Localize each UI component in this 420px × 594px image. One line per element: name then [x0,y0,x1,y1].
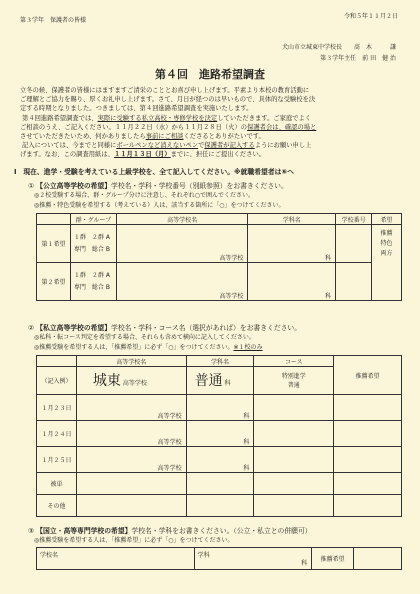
recommend-field[interactable] [334,421,402,447]
dept-field[interactable]: 科 [186,421,254,447]
course-field[interactable] [254,395,334,421]
recommend-field[interactable] [334,447,402,473]
public-note-1: ◎２校受験する場合、群・グループ分けに注意し、それぞれ○で囲んでください。 [34,192,254,199]
row-label: １月２４日 [37,421,77,447]
col-header: 学科名 [248,214,336,225]
table-row [37,395,402,421]
recommend-label: 推薦希望 [312,548,354,570]
row-label: 被単 [37,473,77,495]
course-field[interactable] [254,473,334,495]
col-header: コース [254,356,334,367]
col-header: 学科名 [186,356,254,367]
recommend-field[interactable] [354,548,402,570]
school-name-field[interactable] [76,473,186,495]
school-name-field[interactable]: 高等学校 [116,225,248,263]
hope-options[interactable]: 推薦 特色 両方 [372,225,402,301]
table-row [37,473,402,495]
dept-field[interactable]: 学科 科 [194,548,312,570]
recommend-field[interactable] [334,495,402,517]
school-name-field[interactable]: 学校名 [37,548,195,570]
dept-field[interactable]: 科 [248,225,336,263]
intro-line: ご相談のうえ、ご記入ください。１１月２２日（水）から１１月２８日（火）の保護者会は、確認の場と [20,123,317,131]
row-label: （記入例） [37,367,77,395]
public-school-table [36,213,402,301]
row-label: 第２希望 [37,263,71,301]
row-label: １月２３日 [37,395,77,421]
col-header: 推薦希望 [334,356,402,395]
school-name-field[interactable]: 高等学校 [116,263,248,301]
dept-field[interactable]: 科 [186,395,254,421]
school-number-field[interactable] [336,225,372,263]
example-dept: 普通 科 [186,367,254,395]
col-header: 高等学校名 [76,356,186,367]
public-note-2: ◎推薦・特色受験を希望する（考えている）人は、該当する箇所に「○」をつけてください。 [34,202,285,209]
private-note-2: ◎推薦受験を希望する人は、「推薦希望」に必ず「○」をつけてください。※１校のみ [34,344,263,351]
table-row [37,495,402,517]
school-name-field[interactable]: 高等学校 [76,421,186,447]
intro-paragraph [20,86,316,160]
group-select[interactable]: １群 ２群 A 専門 総合 B [70,263,116,301]
course-field[interactable] [254,495,334,517]
table-row [37,421,402,447]
principal: 犬山市立城東中学校長 髙 木 謙 [281,44,396,51]
col-header: 高等学校名 [116,214,248,225]
intro-line: 立冬の候、保護者の皆様にはますますご清栄のこととお喜び申し上げます。平素より本校の教育活動に [20,87,310,94]
date: 令和５年１１月２日 [343,13,398,20]
intro-line: 第４回進路希望調査では、実際に受験する私立高校・専修学校を決定していただきます。ご家庭でよく [22,114,312,122]
dept-field[interactable] [186,495,254,517]
addressee: 第３学年 保護者の皆様 [20,17,87,24]
recommend-field[interactable] [334,395,402,421]
intro-line: 定する時期となりました。つきましては、第４回進路希望調査を実施いたします。 [20,105,253,113]
dept-field[interactable]: 科 [248,263,336,301]
national-school-table [36,547,402,570]
table-row [37,447,402,473]
row-label: その他 [37,495,77,517]
intro-line: げます。なお、この調査用紙は、１１月１３日（月）までに、担任にご提出ください。 [20,151,266,159]
group-select[interactable]: １群 ２群 A 専門 総合 B [70,225,116,263]
col-header: 群・グループ [70,214,116,225]
private-school-table [36,355,402,517]
recommend-field[interactable] [334,473,402,495]
national-heading: ③ 【国立・高等専門学校の希望】学校名・学科をお書きください。（公立・私立との併願可） [28,527,312,535]
col-header: 学校番号 [336,214,372,225]
intro-line: させていただきたいため、何かありましたら事前にご相談くださるとありがたいです。 [20,133,265,141]
table-row [37,263,402,301]
course-field[interactable] [254,421,334,447]
intro-line: ご理解とご協力を賜り、厚くお礼申し上げます。さて、月日が経つのは早いもので、具体的な受験校を決 [20,96,316,104]
row-label: １月２５日 [37,447,77,473]
private-heading: ② 【私立高等学校の希望】学校名・学科・コース名（選択があれば）をお書きください。 [28,324,302,332]
section-heading: Ⅰ 現在、進学・受験を考えている上級学校を、全て記入してください。※就職希望者は⑥へ [14,168,294,176]
page-title: 第４回 進路希望調査 [155,68,265,81]
national-note: ◎推薦受験を希望する人は、「推薦希望」に必ず「○」をつけてください。 [34,537,234,544]
school-number-field[interactable] [336,263,372,301]
col-header: 希望 [372,214,402,225]
head-teacher: 第３学年主任 前 田 健 治 [320,55,396,62]
course-field[interactable] [254,447,334,473]
school-name-field[interactable]: 高等学校 [76,447,186,473]
dept-field[interactable]: 科 [186,447,254,473]
school-name-field[interactable]: 高等学校 [76,395,186,421]
example-school: 城東 高等学校 [76,367,186,395]
table-row [37,225,402,263]
school-name-field[interactable] [76,495,186,517]
dept-field[interactable] [186,473,254,495]
private-note-1: ◎私科・転コース判定を希望する場合、それらも含めて横向に記入してください。 [34,334,255,341]
table-row [37,548,402,570]
public-heading: ① 【公立高等学校の希望】学校名・学科・学校番号（別紙参照）をお書きください。 [28,182,288,190]
example-course: 特別進学 普通 [254,367,334,395]
intro-line: 記入については、今までと同様にボールペンなど消えないペンで保護者が記入するようにお願い申し上 [22,142,312,150]
row-label: 第１希望 [37,225,71,263]
